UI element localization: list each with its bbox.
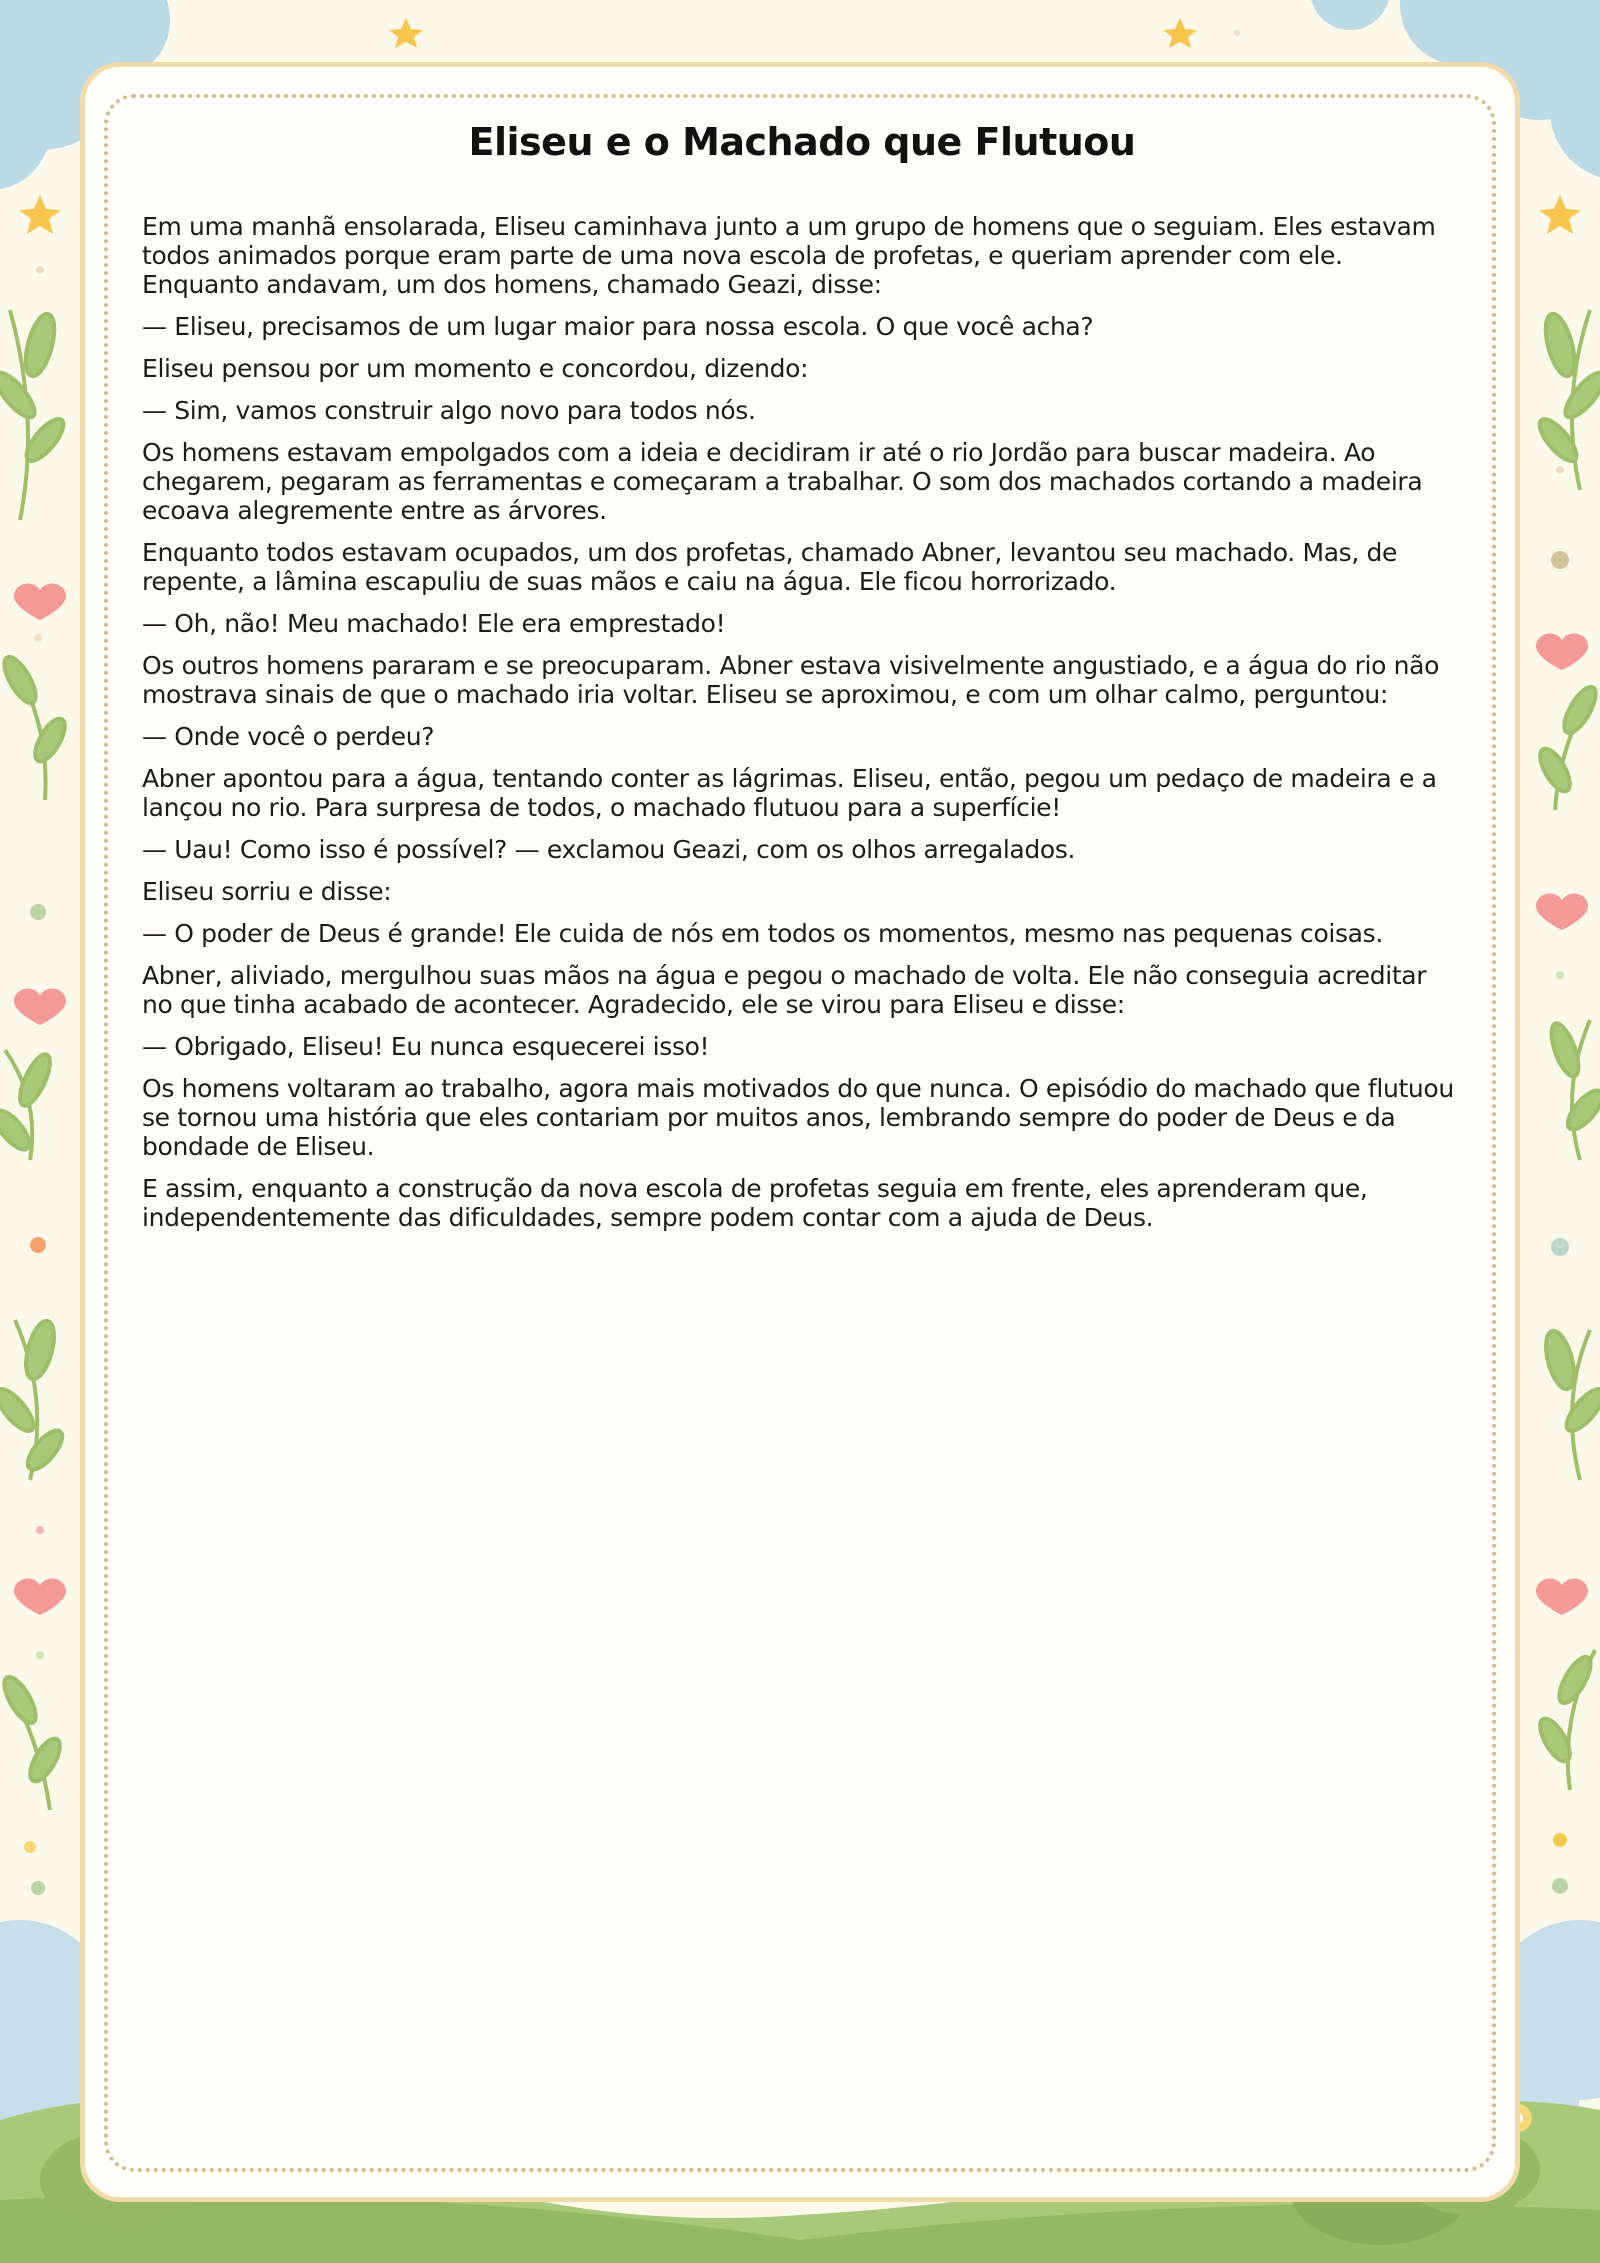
paragraph: — O poder de Deus é grande! Ele cuida de nós em todos os momentos, mesmo nas pequenas coisas. bbox=[142, 919, 1383, 948]
paragraph: Os homens voltaram ao trabalho, agora mais motivados do que nunca. O episódio do machado que flutuou se tornou uma história que eles contariam por muitos anos, lembrando sempre do poder de Deus e da bondade de Eliseu. bbox=[142, 1074, 1454, 1161]
paragraph: Os homens estavam empolgados com a ideia e decidiram ir até o rio Jordão para buscar madeira. Ao chegarem, pegaram as ferramentas e começaram a trabalhar. O som dos machados cortando a madeira ecoava alegremente entre as árvores. bbox=[142, 438, 1423, 525]
paragraph: Abner, aliviado, mergulhou suas mãos na água e pegou o machado de volta. Ele não conseguia acreditar no que tinha acabado de acontecer. Agradecido, ele se virou para Eliseu e disse: bbox=[142, 961, 1427, 1019]
paragraph: E assim, enquanto a construção da nova escola de profetas seguia em frente, eles aprenderam que, independentemente das dificuldades, sempre podem contar com a ajuda de Deus. bbox=[142, 1174, 1368, 1232]
paragraph: — Eliseu, precisamos de um lugar maior para nossa escola. O que você acha? bbox=[142, 312, 1094, 341]
paragraph: Enquanto todos estavam ocupados, um dos profetas, chamado Abner, levantou seu machado. Mas, de repente, a lâmina escapuliu de suas mãos e caiu na água. Ele ficou horrorizado. bbox=[142, 538, 1398, 596]
paragraph: Os outros homens pararam e se preocuparam. Abner estava visivelmente angustiado, e a água do rio não mostrava sinais de que o machado iria voltar. Eliseu se aproximou, e com um olhar calmo, perguntou: bbox=[142, 651, 1440, 709]
paragraph: Eliseu sorriu e disse: bbox=[142, 877, 392, 906]
paragraph: — Sim, vamos construir algo novo para todos nós. bbox=[142, 396, 756, 425]
story-content bbox=[142, 120, 1462, 1245]
leaf-branch-right bbox=[1534, 310, 1600, 1790]
paragraph: — Oh, não! Meu machado! Ele era emprestado! bbox=[142, 609, 726, 638]
story-title: Eliseu e o Machado que Flutuou bbox=[468, 120, 1136, 164]
paragraph: Em uma manhã ensolarada, Eliseu caminhava junto a um grupo de homens que o seguiam. Eles estavam todos animados porque eram parte de uma nova escola de profetas, e queriam aprender com ele. Enquanto andavam, um dos homens, chamado Geazi, disse: bbox=[142, 212, 1436, 299]
story-body bbox=[142, 212, 1462, 1232]
paragraph: — Uau! Como isso é possível? — exclamou Geazi, com os olhos arregalados. bbox=[142, 835, 1076, 864]
paragraph: Abner apontou para a água, tentando conter as lágrimas. Eliseu, então, pegou um pedaço de madeira e a lançou no rio. Para surpresa de todos, o machado flutuou para a superfície! bbox=[142, 764, 1437, 822]
paragraph: — Obrigado, Eliseu! Eu nunca esquecerei isso! bbox=[142, 1032, 710, 1061]
paragraph: — Onde você o perdeu? bbox=[142, 722, 435, 751]
paragraph: Eliseu pensou por um momento e concordou, dizendo: bbox=[142, 354, 809, 383]
